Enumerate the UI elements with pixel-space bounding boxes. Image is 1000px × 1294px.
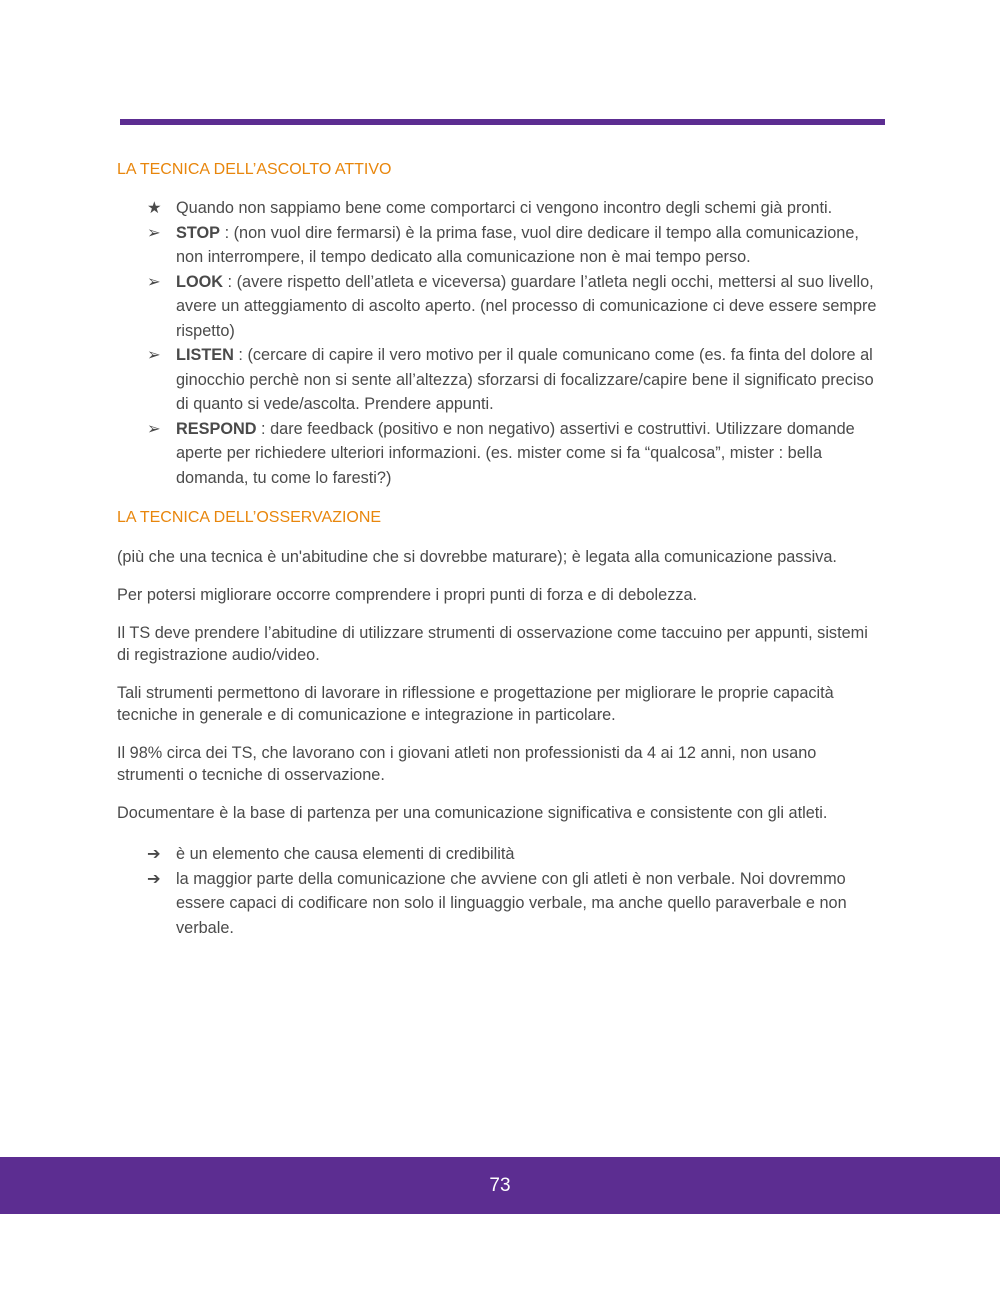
right-arrow-bullet-icon: ➔ (147, 869, 161, 888)
star-bullet-icon: ★ (147, 199, 162, 217)
list-item (117, 270, 885, 344)
list-item (117, 867, 885, 941)
list-item (117, 417, 885, 491)
list-item (117, 842, 885, 867)
page-number: 73 (489, 1175, 511, 1196)
list-item-term: LOOK (176, 272, 224, 291)
top-rule (120, 119, 885, 125)
paragraph: (più che una tecnica è un'abitudine che si dovrebbe maturare); è legata alla comunicazione passiva. (117, 548, 837, 566)
section-heading-osservazione: LA TECNICA DELL’OSSERVAZIONE (117, 509, 382, 526)
arrowhead-bullet-icon: ➢ (147, 223, 161, 242)
paragraph: Tali strumenti permettono di lavorare in riflessione e progettazione per migliorare le proprie capacità tecniche in generale e di comunicazione e integrazione in particolare. (117, 684, 834, 724)
list-item (117, 221, 885, 270)
list-item (117, 343, 885, 417)
paragraph: Il 98% circa dei TS, che lavorano con i giovani atleti non professionisti da 4 ai 12 anni, non usano strumenti o tecniche di osservazione. (117, 744, 817, 784)
arrowhead-bullet-icon: ➢ (147, 272, 161, 291)
list-item-text: : (avere rispetto dell’atleta e viceversa) guardare l’atleta negli occhi, mettersi al suo livello, avere un atteggiamento di ascolto aperto. (nel processo di comunicazione ci deve essere sempre rispetto) (176, 272, 877, 340)
list-item-text: : dare feedback (positivo e non negativo) assertivi e costruttivi. Utilizzare domande aperte per richiedere ulteriori informazioni. (es. mister come si fa “qualcosa”, mister : bella domanda, tu come lo faresti?) (176, 419, 855, 487)
arrowhead-bullet-icon: ➢ (147, 419, 161, 438)
paragraph: Per potersi migliorare occorre comprendere i propri punti di forza e di debolezza. (117, 586, 698, 604)
arrowhead-bullet-icon: ➢ (147, 346, 161, 364)
osservazione-list (117, 842, 885, 940)
list-item-text: : (cercare di capire il vero motivo per il quale comunicano come (es. fa finta del dolore al ginocchio perchè non si sente all’altezza) sforzarsi di focalizzare/capire bene il significato preciso di quanto si vede/ascolta. Prendere appunti. (176, 346, 874, 413)
section-heading-ascolto-attivo: LA TECNICA DELL’ASCOLTO ATTIVO (117, 161, 392, 178)
page-content (117, 158, 885, 940)
right-arrow-bullet-icon: ➔ (147, 845, 161, 863)
list-item-term: STOP (176, 223, 221, 242)
list-item-term: RESPOND (176, 419, 257, 438)
list-item-text: : (non vuol dire fermarsi) è la prima fase, vuol dire dedicare il tempo alla comunicazione, non interrompere, il tempo dedicato alla comunicazione non è mai tempo perso. (176, 223, 859, 266)
list-item (117, 196, 885, 221)
paragraph: Documentare è la base di partenza per una comunicazione significativa e consistente con gli atleti. (117, 804, 828, 822)
list-item-term: LISTEN (176, 346, 234, 364)
page-footer (0, 1157, 1000, 1214)
list-item-text: è un elemento che causa elementi di credibilità (176, 845, 515, 863)
list-item-text: la maggior parte della comunicazione che avviene con gli atleti è non verbale. Noi dovremmo essere capaci di codificare non solo il linguaggio verbale, ma anche quello paraverbale e non verbale. (176, 869, 847, 937)
list-item-text: Quando non sappiamo bene come comportarci ci vengono incontro degli schemi già pronti. (176, 199, 833, 217)
ascolto-attivo-list (117, 196, 885, 490)
paragraph: Il TS deve prendere l’abitudine di utilizzare strumenti di osservazione come taccuino per appunti, sistemi di registrazione audio/video. (117, 624, 868, 664)
